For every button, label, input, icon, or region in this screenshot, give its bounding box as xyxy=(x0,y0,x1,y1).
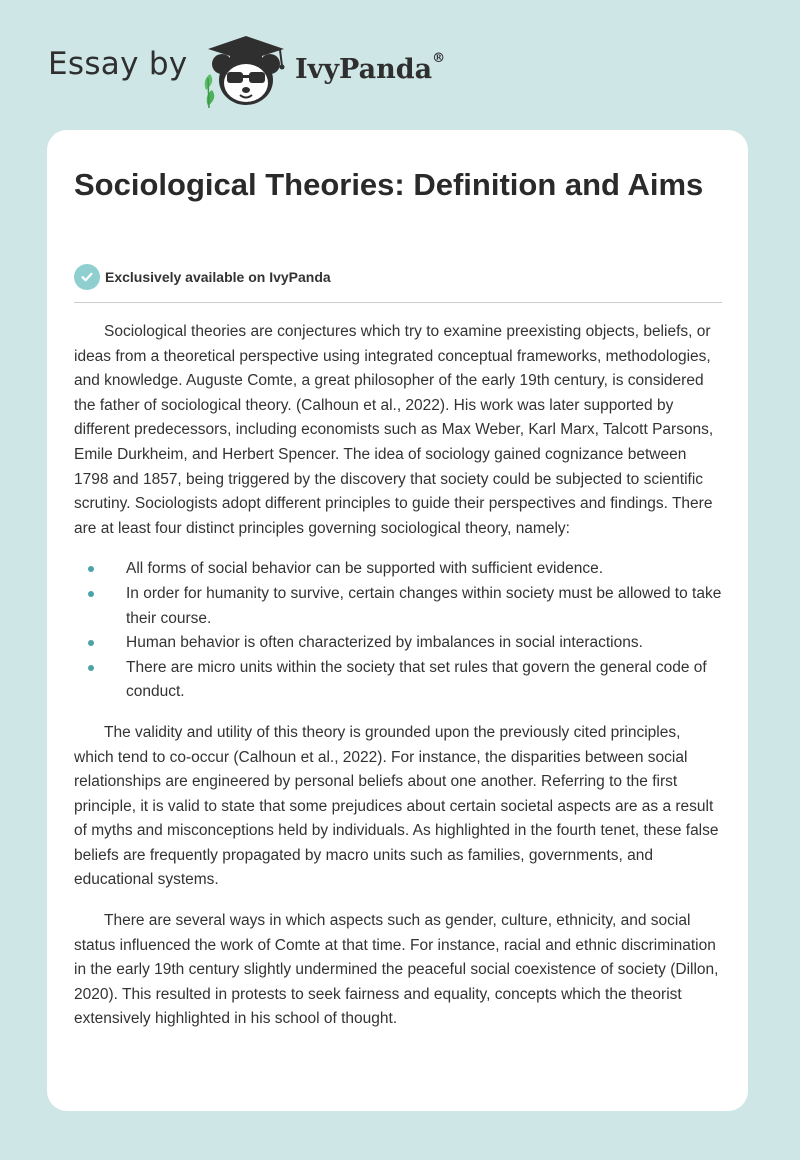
list-item xyxy=(74,631,724,656)
brand-name[interactable]: IvyPanda® xyxy=(295,51,446,85)
bullet-dot-icon xyxy=(88,640,94,646)
article-card xyxy=(47,130,748,1111)
divider xyxy=(74,302,722,303)
principles-list xyxy=(74,557,724,705)
paragraph: There are several ways in which aspects such as gender, culture, ethnicity, and social status influenced the work of Comte at that time. For instance, racial and ethnic discrimination in the early 19th century slightly undermined the peaceful social coexistence of society (Dillon, 2020). This resulted in protests to seek fairness and equality, concepts which the theorist extensively highlighted in his school of thought. xyxy=(74,912,719,1028)
article-title: Sociological Theories: Definition and Aims xyxy=(74,167,704,202)
brand-prefix: Essay by xyxy=(48,46,188,82)
check-icon xyxy=(74,264,100,290)
list-item xyxy=(74,656,724,705)
list-item-text: There are micro units within the society that set rules that govern the general code of conduct. xyxy=(126,658,707,701)
site-header xyxy=(0,0,800,120)
paragraph: Sociological theories are conjectures which try to examine preexisting objects, beliefs, or ideas from a theoretical perspective using integrated conceptual frameworks, methodologies, and knowledge. Auguste Comte, a great philosopher of the early 19th century, is considered the father of sociological theory. (Calhoun et al., 2022). His work was later supported by different predecessors, including economists such as Max Weber, Karl Marx, Talcott Parsons, Emile Durkheim, and Herbert Spencer. The idea of sociology gained cognizance between 1798 and 1857, being triggered by the discovery that society could be subjected to scientific scrutiny. Sociologists adopt different principles to guide their perspectives and findings. There are at least four distinct principles governing sociological theory, namely: xyxy=(74,323,714,537)
list-item xyxy=(74,557,724,582)
registered-mark: ® xyxy=(432,51,446,66)
bullet-dot-icon xyxy=(88,591,94,597)
panda-graduate-icon[interactable] xyxy=(200,34,292,110)
exclusive-badge xyxy=(74,264,331,290)
list-item-text: Human behavior is often characterized by imbalances in social interactions. xyxy=(126,634,643,652)
exclusive-label: Exclusively available on IvyPanda xyxy=(105,269,331,285)
list-item xyxy=(74,582,724,631)
article-body xyxy=(74,320,724,1048)
bullet-dot-icon xyxy=(88,665,94,671)
list-item-text: All forms of social behavior can be supported with sufficient evidence. xyxy=(126,560,604,578)
bullet-dot-icon xyxy=(88,566,94,572)
list-item-text: In order for humanity to survive, certain changes within society must be allowed to take their course. xyxy=(126,584,722,627)
paragraph: The validity and utility of this theory is grounded upon the previously cited principles, which tend to co-occur (Calhoun et al., 2022). For instance, the disparities between social relationships are engineered by personal beliefs about one another. Referring to the first principle, it is valid to state that some prejudices about certain societal aspects are as a result of myths and misconceptions held by individuals. As highlighted in the fourth tenet, these false beliefs are frequently propagated by macro units such as families, governments, and educational systems. xyxy=(74,723,719,889)
